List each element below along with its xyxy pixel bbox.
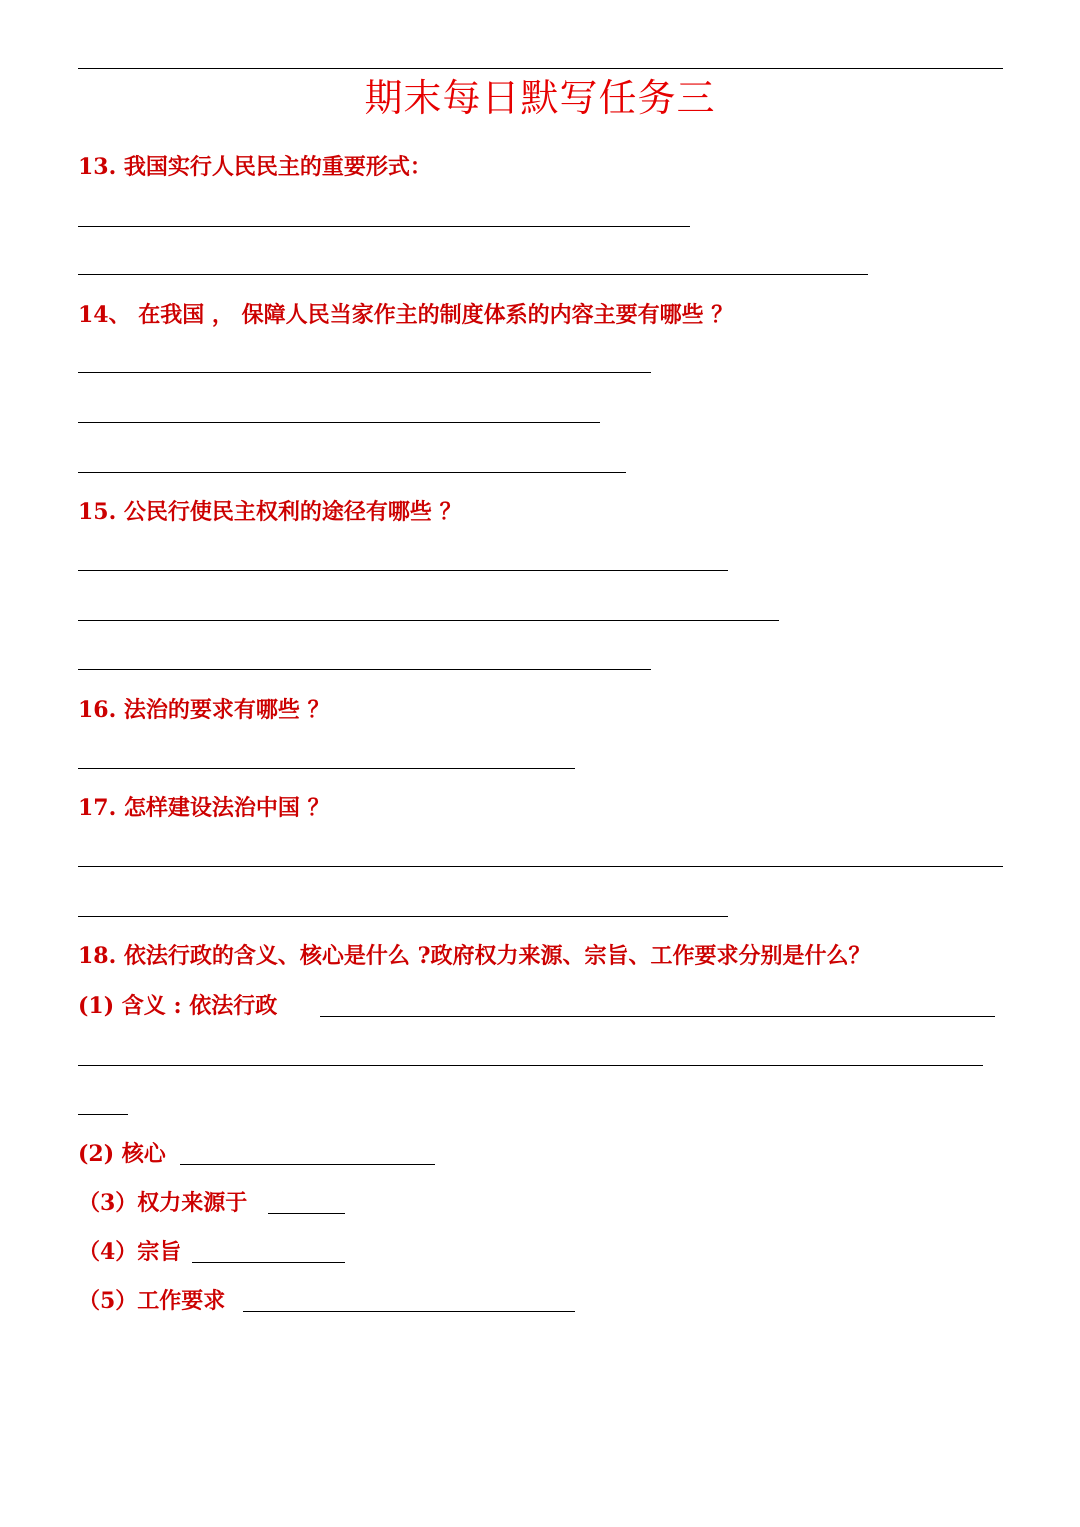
answer-line-17-2[interactable] — [78, 916, 728, 917]
answer-line-17-1[interactable] — [78, 866, 1003, 867]
answer-line-15-1[interactable] — [78, 570, 728, 571]
q18-part-1-line-2[interactable] — [78, 1065, 983, 1066]
q18-part-4-label: （4）宗旨 — [78, 1239, 182, 1265]
question-13: 13. 我国实行人民民主的重要形式： — [78, 154, 432, 180]
question-18: 18. 依法行政的含义、核心是什么 ?政府权力来源、宗旨、工作要求分别是什么？ — [78, 943, 871, 969]
answer-line-14-2[interactable] — [78, 422, 600, 423]
q18-part-1-line[interactable] — [320, 1016, 995, 1017]
q18-part-3-line[interactable] — [268, 1213, 345, 1214]
answer-line-15-2[interactable] — [78, 620, 779, 621]
page-title: 期末每日默写任务三 — [364, 76, 716, 120]
q18-part-2-line[interactable] — [180, 1164, 435, 1165]
answer-line-14-3[interactable] — [78, 472, 626, 473]
question-14: 14、 在我国 ， 保障人民当家作主的制度体系的内容主要有哪些 ？ — [78, 302, 734, 328]
q18-part-2-label: (2) 核心 — [78, 1141, 166, 1167]
q18-part-5-line[interactable] — [243, 1311, 575, 1312]
question-17: 17. 怎样建设法治中国 ？ — [78, 795, 330, 821]
top-rule — [78, 68, 1003, 69]
q18-part-1-line-3[interactable] — [78, 1114, 128, 1115]
q18-part-5-label: （5）工作要求 — [78, 1288, 226, 1314]
answer-line-13-1[interactable] — [78, 226, 690, 227]
question-16: 16. 法治的要求有哪些 ？ — [78, 697, 330, 723]
answer-line-16-1[interactable] — [78, 768, 575, 769]
answer-line-15-3[interactable] — [78, 669, 651, 670]
answer-line-14-1[interactable] — [78, 372, 651, 373]
q18-part-3-label: （3）权力来源于 — [78, 1190, 248, 1216]
answer-line-13-2[interactable] — [78, 274, 868, 275]
q18-part-4-line[interactable] — [192, 1262, 345, 1263]
question-15: 15. 公民行使民主权利的途径有哪些 ？ — [78, 499, 462, 525]
q18-part-1-label: (1) 含义 : 依法行政 — [78, 993, 278, 1019]
